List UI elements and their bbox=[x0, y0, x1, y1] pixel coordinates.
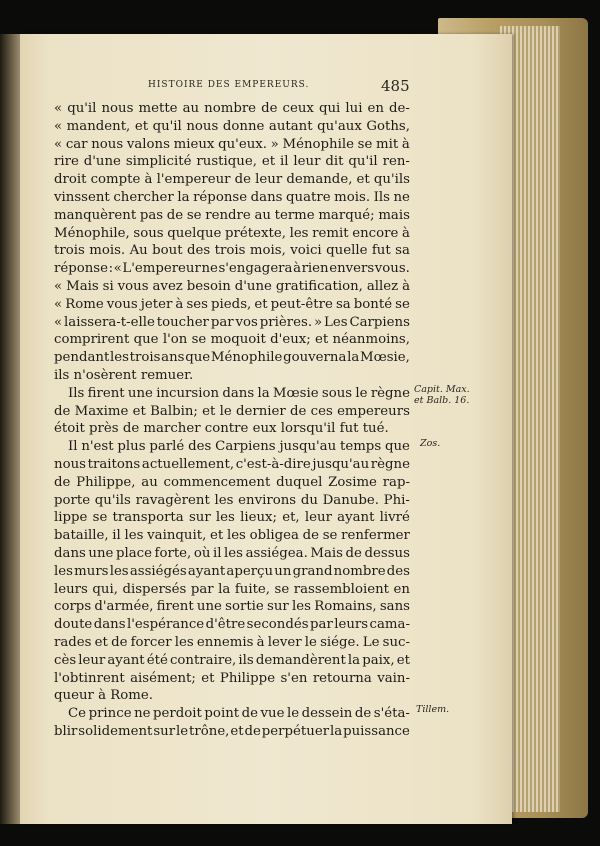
text-line: droit compte à l'empereur de leur demande, et qu'ils bbox=[54, 172, 410, 188]
body-text bbox=[54, 100, 410, 741]
page-number: 485 bbox=[381, 77, 410, 95]
text-line: de Maxime et Balbin; et le dernier de ces empereurs bbox=[54, 403, 410, 419]
text-line: queur à Rome. bbox=[54, 688, 153, 704]
text-line: comprirent que l'on se moquoit d'eux; et néanmoins, bbox=[54, 332, 410, 348]
text-line: Ils firent une incursion dans la Mœsie sous le règne bbox=[68, 385, 410, 401]
text-line: Il n'est plus parlé des Carpiens jusqu'au temps que bbox=[68, 439, 410, 455]
margin-note-line: Capit. Max. bbox=[414, 384, 470, 395]
text-line: doute dans l'espérance d'être secondés par leurs cama- bbox=[54, 617, 410, 633]
text-line: de Philippe, au commencement duquel Zosime rap- bbox=[54, 474, 410, 490]
text-line: bataille, il les vainquit, et les obligea de se renfermer bbox=[54, 528, 410, 544]
text-line: « qu'il nous mette au nombre de ceux qui lui en de- bbox=[54, 101, 410, 116]
text-line: l'obtinrent aisément; et Philippe s'en retourna vain- bbox=[54, 670, 410, 686]
margin-note-line: et Balb. 16. bbox=[414, 395, 470, 406]
text-line: porte qu'ils ravagèrent les environs du Danube. Phi- bbox=[54, 492, 410, 508]
text-line: Ménophile, sous quelque prétexte, les remit encore à bbox=[54, 225, 410, 241]
paragraph bbox=[54, 385, 410, 438]
text-line: les murs les assiégés ayant aperçu un grand nombre des bbox=[54, 563, 410, 579]
text-line: manquèrent pas de se rendre au terme marqué; mais bbox=[54, 207, 410, 223]
text-line: « mandent, et qu'il nous donne autant qu'aux Goths, bbox=[54, 118, 410, 134]
text-line: « Mais si vous avez besoin d'une gratification, allez à bbox=[54, 278, 410, 294]
paragraph bbox=[54, 100, 410, 385]
text-line: « laissera-t-elle toucher par vos prières. » Les Carpiens bbox=[54, 314, 410, 330]
text-line: corps d'armée, firent une sortie sur les Romains, sans bbox=[54, 599, 410, 615]
text-line: pendant les trois ans que Ménophile gouverna la Mœsie, bbox=[54, 350, 410, 366]
text-line: rire d'une simplicité rustique, et il leur dit qu'il ren- bbox=[54, 154, 410, 170]
margin-note-capit bbox=[414, 384, 470, 406]
margin-note-tillem bbox=[416, 704, 449, 715]
text-line: blir solidement sur le trône, et de perpétuer la puissance bbox=[54, 723, 410, 739]
paragraph bbox=[54, 705, 410, 741]
text-line: réponse : « L'empereur ne s'engagera à rien envers vous. bbox=[54, 261, 410, 277]
text-line: trois mois. Au bout des trois mois, voici quelle fut sa bbox=[54, 243, 410, 259]
running-title: HISTOIRE DES EMPEREURS. bbox=[148, 80, 310, 90]
text-line: « car nous valons mieux qu'eux. » Ménophile se mit à bbox=[54, 136, 410, 152]
text-line: « Rome vous jeter à ses pieds, et peut-être sa bonté se bbox=[54, 296, 410, 312]
text-line: lippe se transporta sur les lieux; et, leur ayant livré bbox=[54, 510, 410, 526]
text-line: ils n'osèrent remuer. bbox=[54, 367, 194, 383]
text-line: étoit près de marcher contre eux lorsqu'il fut tué. bbox=[54, 421, 389, 437]
margin-note-line: Zos. bbox=[420, 438, 441, 449]
text-line: vinssent chercher la réponse dans quatre mois. Ils ne bbox=[54, 189, 410, 205]
text-line: dans une place forte, où il les assiégea. Mais de dessus bbox=[54, 545, 410, 561]
text-line: nous traitons actuellement, c'est-à-dire jusqu'au règne bbox=[54, 456, 410, 472]
margin-note-zos bbox=[420, 438, 440, 449]
margin-note-line: Tillem. bbox=[416, 704, 450, 715]
text-line: leurs qui, dispersés par la fuite, se rassembloient en bbox=[54, 581, 410, 597]
paragraph bbox=[54, 438, 410, 705]
text-line: Ce prince ne perdoit point de vue le dessein de s'éta- bbox=[68, 706, 410, 722]
text-line: cès leur ayant été contraire, ils demandèrent la paix, et bbox=[54, 652, 410, 668]
text-line: rades et de forcer les ennemis à lever le siége. Le suc- bbox=[54, 634, 410, 650]
